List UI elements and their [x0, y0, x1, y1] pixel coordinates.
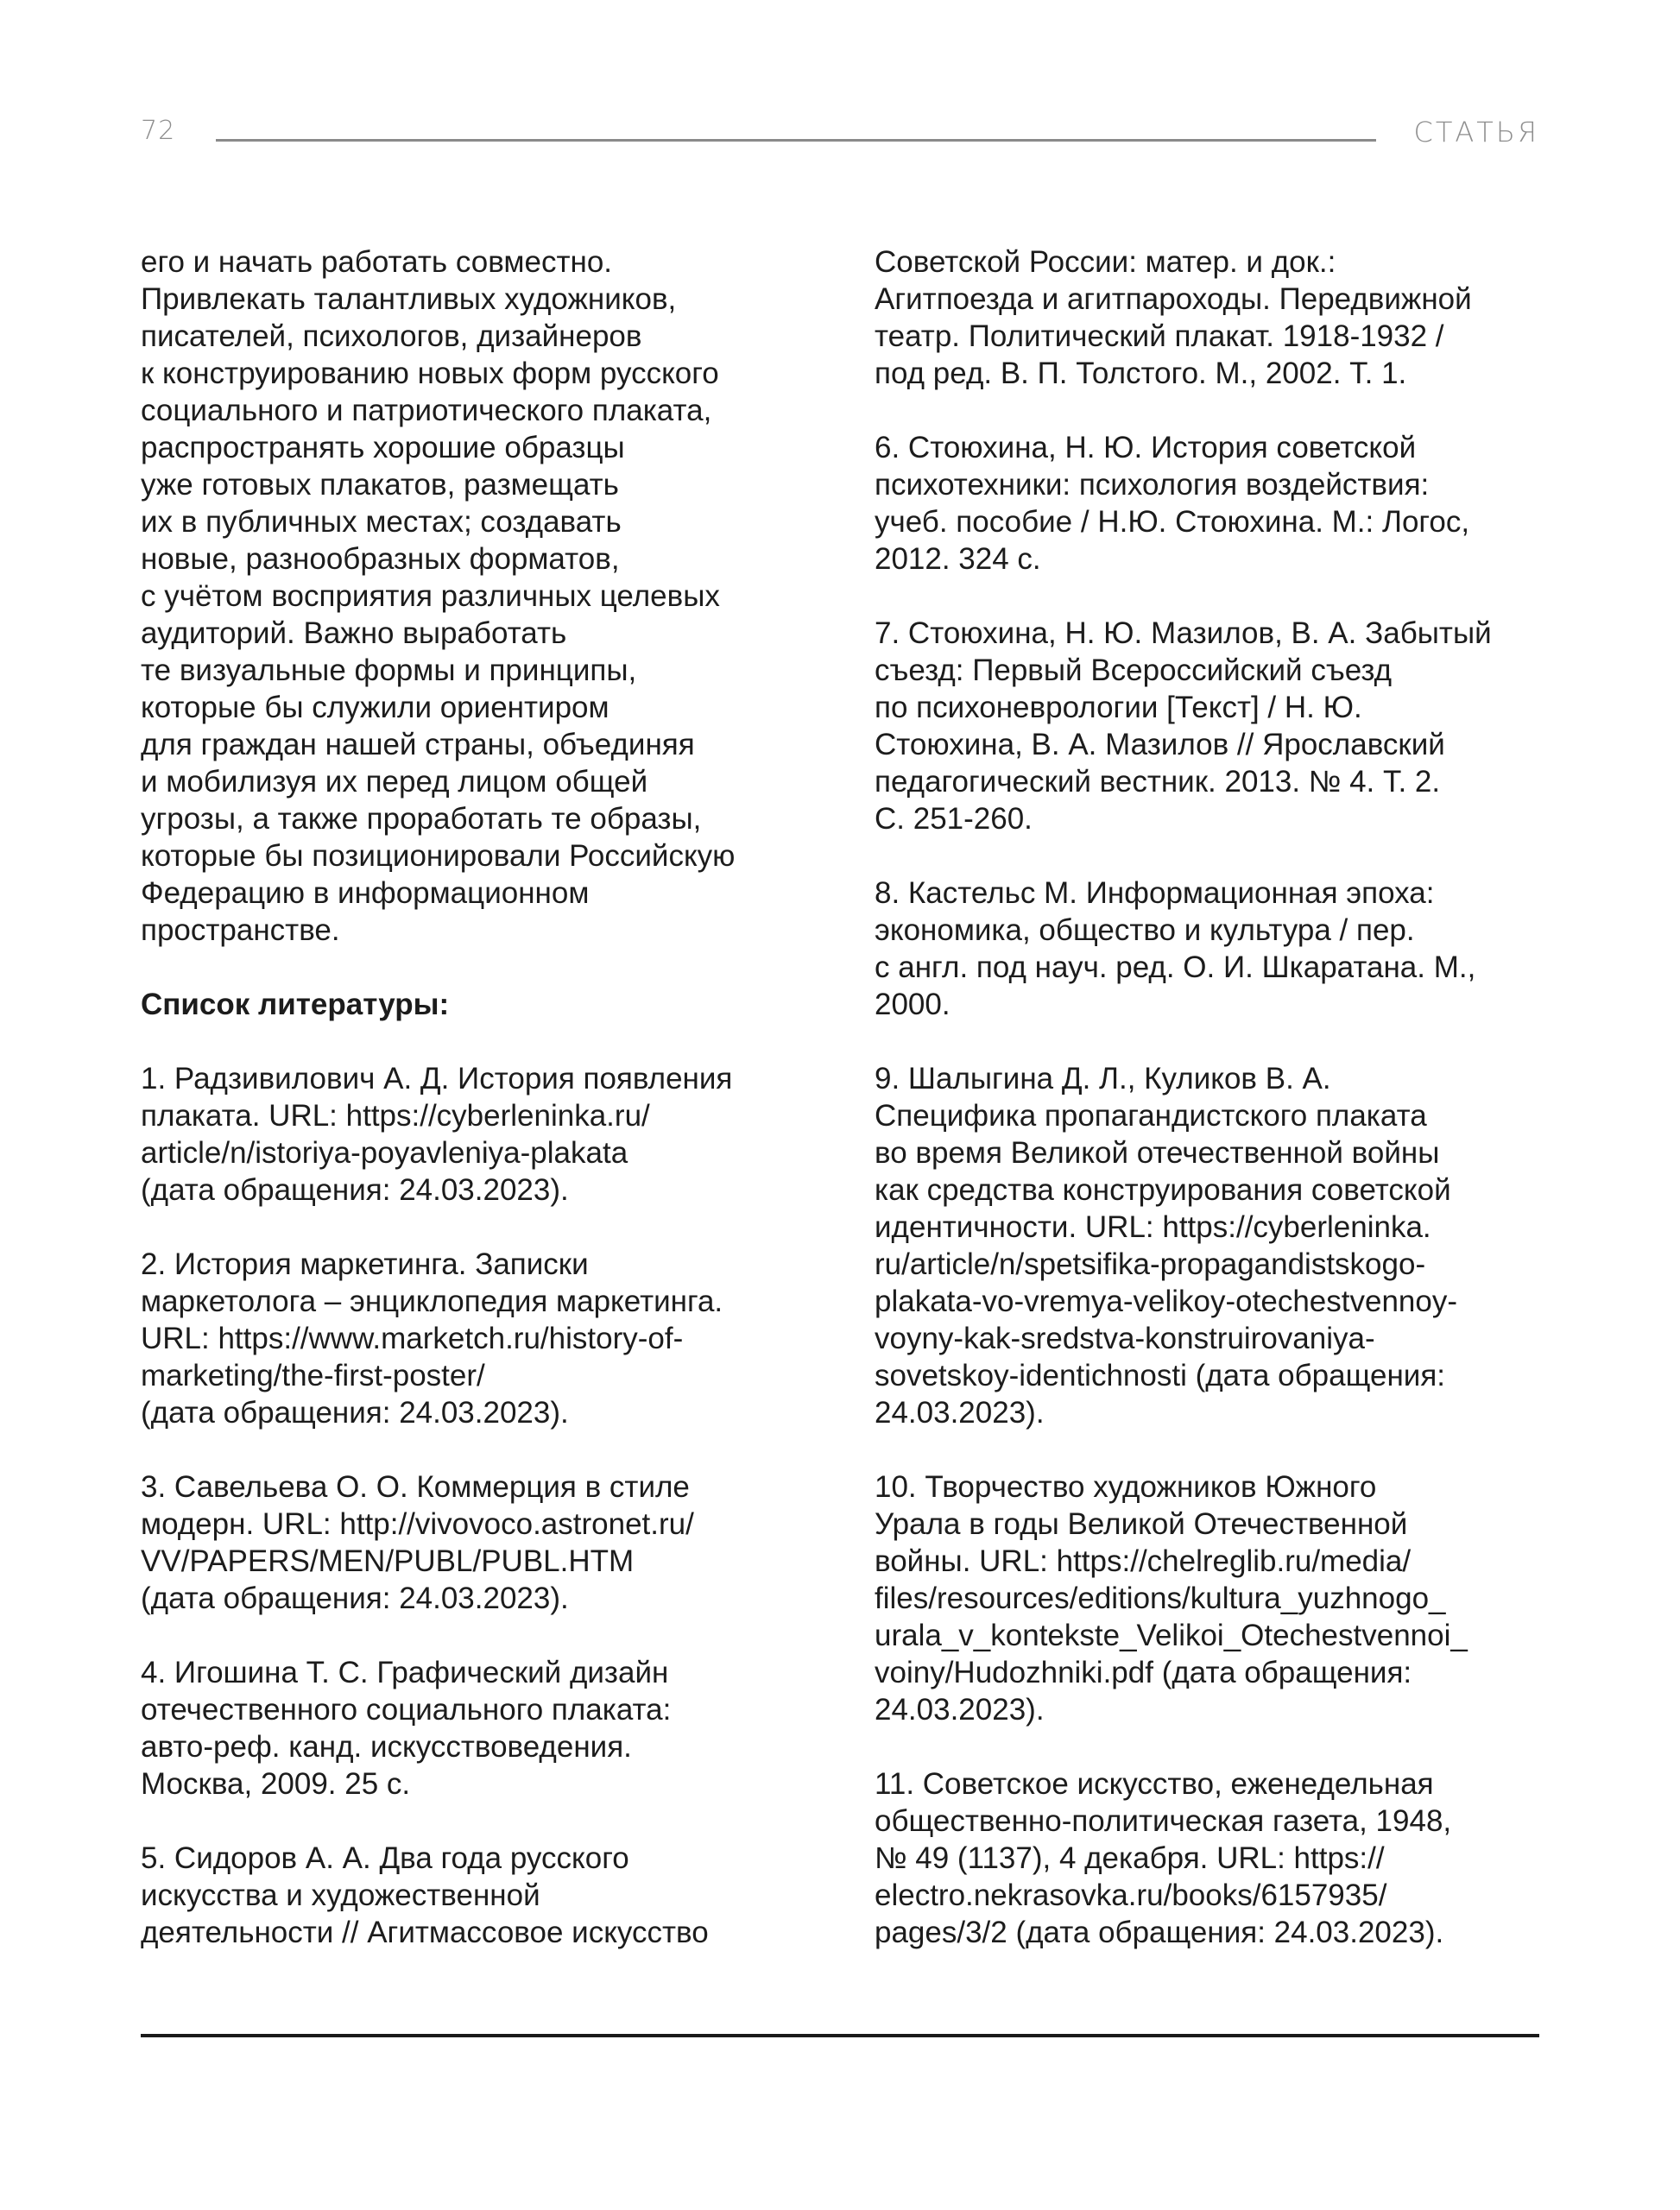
- paragraph-gap: [875, 392, 1548, 429]
- text-line: по психоневрологии [Текст] / Н. Ю.: [875, 691, 1362, 724]
- text-line: Москва, 2009. 25 с.: [141, 1767, 411, 1801]
- text-line: учеб. пособие / Н.Ю. Стоюхина. М.: Логос,: [875, 505, 1470, 539]
- text-line: 6. Стоюхина, Н. Ю. История советской: [875, 431, 1417, 464]
- paragraph-gap: [141, 1431, 810, 1468]
- text-line: общественно-политическая газета, 1948,: [875, 1804, 1452, 1838]
- paragraph-gap: [141, 1209, 810, 1246]
- text-line: 11. Советское искусство, еженедельная: [875, 1767, 1434, 1801]
- text-line: urala_v_kontekste_Velikoi_Otechestvennoi_: [875, 1619, 1468, 1652]
- references-heading: Список литературы:: [141, 988, 450, 1021]
- text-line: 2012. 324 с.: [875, 542, 1041, 576]
- text-line: Советской России: матер. и док.:: [875, 245, 1336, 279]
- paragraph-gap: [141, 1803, 810, 1840]
- reference-item: [875, 1060, 1548, 1431]
- text-line: аудиторий. Важно выработать: [141, 616, 567, 650]
- text-line: 5. Сидоров А. А. Два года русского: [141, 1841, 629, 1875]
- reference-item: [141, 1654, 810, 1803]
- text-line: войны. URL: https://chelreglib.ru/media/: [875, 1544, 1412, 1578]
- text-line: Урала в годы Великой Отечественной: [875, 1507, 1408, 1541]
- text-line: Специфика пропагандистского плаката: [875, 1099, 1427, 1133]
- text-line: marketing/the-first-poster/: [141, 1359, 485, 1392]
- header-rule: [216, 139, 1376, 142]
- reference-item: [141, 1840, 810, 1951]
- text-line: плаката. URL: https://cyberleninka.ru/: [141, 1099, 650, 1133]
- text-line: психотехники: психология воздействия:: [875, 468, 1430, 502]
- reference-item: [141, 1468, 810, 1617]
- text-line: (дата обращения: 24.03.2023).: [141, 1173, 569, 1207]
- reference-item: [875, 243, 1548, 392]
- text-line: (дата обращения: 24.03.2023).: [141, 1396, 569, 1430]
- text-line: экономика, общество и культура / пер.: [875, 913, 1415, 947]
- text-line: № 49 (1137), 4 декабря. URL: https://: [875, 1841, 1385, 1875]
- text-line: угрозы, а также проработать те образы,: [141, 802, 702, 836]
- page-number: 72: [141, 116, 176, 146]
- text-line: sovetskoy-identichnosti (дата обращения:: [875, 1359, 1446, 1392]
- text-line: 9. Шалыгина Д. Л., Куликов В. А.: [875, 1062, 1331, 1096]
- text-line: под ред. В. П. Толстого. М., 2002. Т. 1.: [875, 357, 1407, 390]
- text-line: 2. История маркетинга. Записки: [141, 1247, 589, 1281]
- text-line: искусства и художественной: [141, 1878, 540, 1912]
- text-line: 3. Савельева О. О. Коммерция в стиле: [141, 1470, 690, 1504]
- text-line: отечественного социального плаката:: [141, 1693, 672, 1727]
- paragraph-gap: [875, 1023, 1548, 1060]
- text-line: и мобилизуя их перед лицом общей: [141, 765, 648, 799]
- text-line: С. 251-260.: [875, 802, 1033, 836]
- text-line: 10. Творчество художников Южного: [875, 1470, 1377, 1504]
- paragraph-gap: [875, 837, 1548, 875]
- intro-paragraph: [141, 243, 810, 949]
- text-line: 4. Игошина Т. С. Графический дизайн: [141, 1656, 669, 1689]
- text-line: Агитпоезда и агитпароходы. Передвижной: [875, 282, 1472, 316]
- reference-item: [141, 1246, 810, 1431]
- text-line: те визуальные формы и принципы,: [141, 654, 637, 687]
- reference-item: [875, 1765, 1548, 1951]
- paragraph-gap: [141, 1617, 810, 1654]
- reference-item: [141, 1060, 810, 1209]
- reference-item: [875, 615, 1548, 837]
- text-line: 2000.: [875, 988, 951, 1021]
- text-line: article/n/istoriya-poyavleniya-plakata: [141, 1136, 628, 1170]
- reference-item: [875, 429, 1548, 578]
- text-line: 1. Радзивилович А. Д. История появления: [141, 1062, 733, 1096]
- text-line: voyny-kak-sredstva-konstruirovaniya-: [875, 1322, 1375, 1355]
- text-line: для граждан нашей страны, объединяя: [141, 728, 695, 761]
- text-line: которые бы служили ориентиром: [141, 691, 609, 724]
- text-line: (дата обращения: 24.03.2023).: [141, 1582, 569, 1615]
- text-line: VV/PAPERS/MEN/PUBL/PUBL.HTM: [141, 1544, 635, 1578]
- right-column: [875, 243, 1548, 1951]
- text-line: 8. Кастельс М. Информационная эпоха:: [875, 876, 1435, 910]
- text-line: их в публичных местах; создавать: [141, 505, 622, 539]
- text-line: которые бы позиционировали Российскую: [141, 839, 736, 873]
- text-line: Стоюхина, В. А. Мазилов // Ярославский: [875, 728, 1445, 761]
- text-line: как средства конструирования советской: [875, 1173, 1451, 1207]
- text-line: новые, разнообразных форматов,: [141, 542, 620, 576]
- text-line: files/resources/editions/kultura_yuzhnogo_: [875, 1582, 1446, 1615]
- paragraph-gap: [875, 578, 1548, 615]
- text-line: 24.03.2023).: [875, 1396, 1045, 1430]
- text-line: plakata-vo-vremya-velikoy-otechestvennoy-: [875, 1285, 1457, 1318]
- text-line: voiny/Hudozhniki.pdf (дата обращения:: [875, 1656, 1412, 1689]
- text-line: Федерацию в информационном: [141, 876, 590, 910]
- text-line: electro.nekrasovka.ru/books/6157935/: [875, 1878, 1387, 1912]
- footer-rule: [141, 2034, 1539, 2037]
- text-line: URL: https://www.marketch.ru/history-of-: [141, 1322, 684, 1355]
- text-line: распространять хорошие образцы: [141, 431, 625, 464]
- section-label: СТАТЬЯ: [1413, 116, 1539, 148]
- reference-item: [875, 1468, 1548, 1728]
- text-line: идентичности. URL: https://cyberleninka.: [875, 1210, 1431, 1244]
- text-line: деятельности // Агитмассовое искусство: [141, 1916, 709, 1949]
- text-line: Привлекать талантливых художников,: [141, 282, 677, 316]
- text-line: ru/article/n/spetsifika-propagandistskogo-: [875, 1247, 1426, 1281]
- paragraph-gap: [875, 1728, 1548, 1765]
- text-line: социального и патриотического плаката,: [141, 394, 712, 427]
- text-line: авто-реф. канд. искусствоведения.: [141, 1730, 632, 1764]
- paragraph-gap: [141, 1023, 810, 1060]
- text-line: педагогический вестник. 2013. № 4. Т. 2.: [875, 765, 1441, 799]
- text-line: съезд: Первый Всероссийский съезд: [875, 654, 1393, 687]
- paragraph-gap: [875, 1431, 1548, 1468]
- text-line: уже готовых плакатов, размещать: [141, 468, 619, 502]
- text-line: с учётом восприятия различных целевых: [141, 579, 720, 613]
- text-line: пространстве.: [141, 913, 340, 947]
- text-line: писателей, психологов, дизайнеров: [141, 319, 642, 353]
- left-column: [141, 243, 810, 1951]
- text-line: во время Великой отечественной войны: [875, 1136, 1440, 1170]
- text-line: 7. Стоюхина, Н. Ю. Мазилов, В. А. Забытый: [875, 616, 1492, 650]
- text-line: театр. Политический плакат. 1918-1932 /: [875, 319, 1444, 353]
- text-line: с англ. под науч. ред. О. И. Шкаратана. М.,: [875, 950, 1476, 984]
- text-line: модерн. URL: http://vivovoco.astronet.ru/: [141, 1507, 694, 1541]
- text-line: pages/3/2 (дата обращения: 24.03.2023).: [875, 1916, 1444, 1949]
- text-line: 24.03.2023).: [875, 1693, 1045, 1727]
- reference-item: [875, 875, 1548, 1023]
- text-line: маркетолога – энциклопедия маркетинга.: [141, 1285, 723, 1318]
- text-line: его и начать работать совместно.: [141, 245, 613, 279]
- text-line: к конструированию новых форм русского: [141, 357, 719, 390]
- paragraph-gap: [141, 949, 810, 986]
